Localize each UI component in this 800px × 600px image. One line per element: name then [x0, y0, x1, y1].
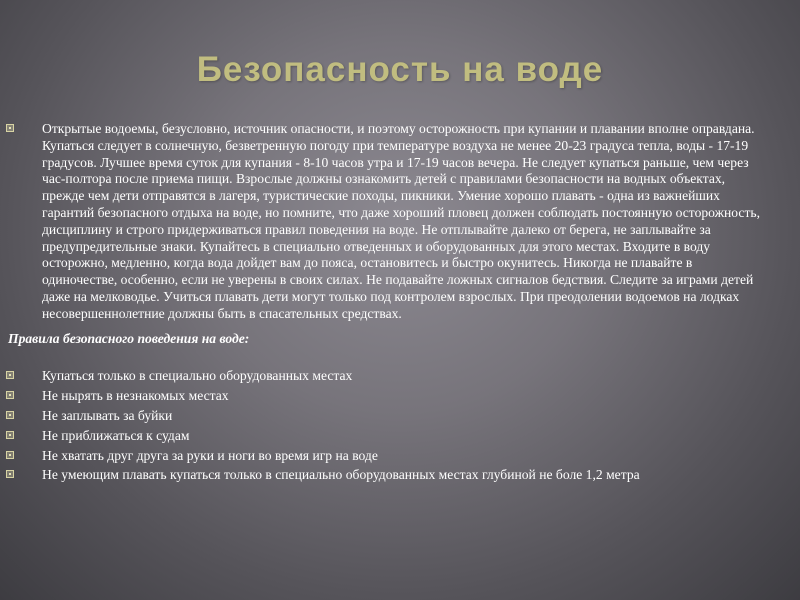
list-item: [6, 448, 766, 465]
rule-text: Не приближаться к судам: [42, 427, 190, 443]
rule-text: Купаться только в специально оборудованных местах: [42, 368, 353, 384]
rule-text: Не хватать друг друга за руки и ноги во время игр на воде: [42, 447, 378, 463]
list-item: [6, 368, 766, 385]
square-bullet-icon: [6, 391, 14, 399]
intro-paragraph-item: [6, 121, 766, 323]
slide-content: [6, 121, 766, 487]
intro-paragraph: Открытые водоемы, безусловно, источник опасности, и поэтому осторожность при купании и плавании вполне оправдана. Купаться следует в солнечную, безветренную погоду при температуре воздуха не менее 20-23 градуса тепла, воды - 17-19 градусов. Лучшее время суток для купания - 8-10 часов утра и 17-19 часов вечера. Не следует купаться раньше, чем через час-полтора после приема пищи. Взрослые должны ознакомить детей с правилами безопасности на водных объектах, прежде чем дети отправятся в лагеря, туристические походы, пикники. Умение хорошо плавать - одна из важнейших гарантий безопасного отдыха на воде, но помните, что даже хороший пловец должен соблюдать постоянную осторожность, дисциплину и строго придерживаться правил поведения на воде. Не отплывайте далеко от берега, не заплывайте за предупредительные знаки. Купайтесь в специально отведенных и оборудованных для этого местах. Входите в воду осторожно, медленно, когда вода дойдет вам до пояса, остановитесь и быстро окунитесь. Никогда не плавайте в одиночестве, особенно, если не уверены в своих силах. Не подавайте ложных сигналов бедствия. Следите за играми детей даже на мелководье. Учиться плавать дети могут только под контролем взрослых. При преодолении водоемов на лодках несовершеннолетние должны быть в спасательных средствах.: [42, 121, 760, 321]
square-bullet-icon: [6, 124, 14, 132]
list-item: [6, 428, 766, 445]
square-bullet-icon: [6, 371, 14, 379]
slide-title: Безопасность на воде: [196, 50, 604, 89]
square-bullet-icon: [6, 431, 14, 439]
rule-text: Не заплывать за буйки: [42, 407, 173, 423]
rule-text: Не нырять в незнакомых местах: [42, 388, 229, 404]
rules-list: [6, 368, 766, 484]
list-item: [6, 388, 766, 405]
list-item: [6, 408, 766, 425]
square-bullet-icon: [6, 451, 14, 459]
list-item: [6, 467, 766, 484]
square-bullet-icon: [6, 470, 14, 478]
rule-text: Не умеющим плавать купаться только в специально оборудованных местах глубиной не боле 1,2 метра: [42, 467, 640, 483]
rules-heading: Правила безопасного поведения на воде:: [8, 330, 250, 346]
square-bullet-icon: [6, 411, 14, 419]
